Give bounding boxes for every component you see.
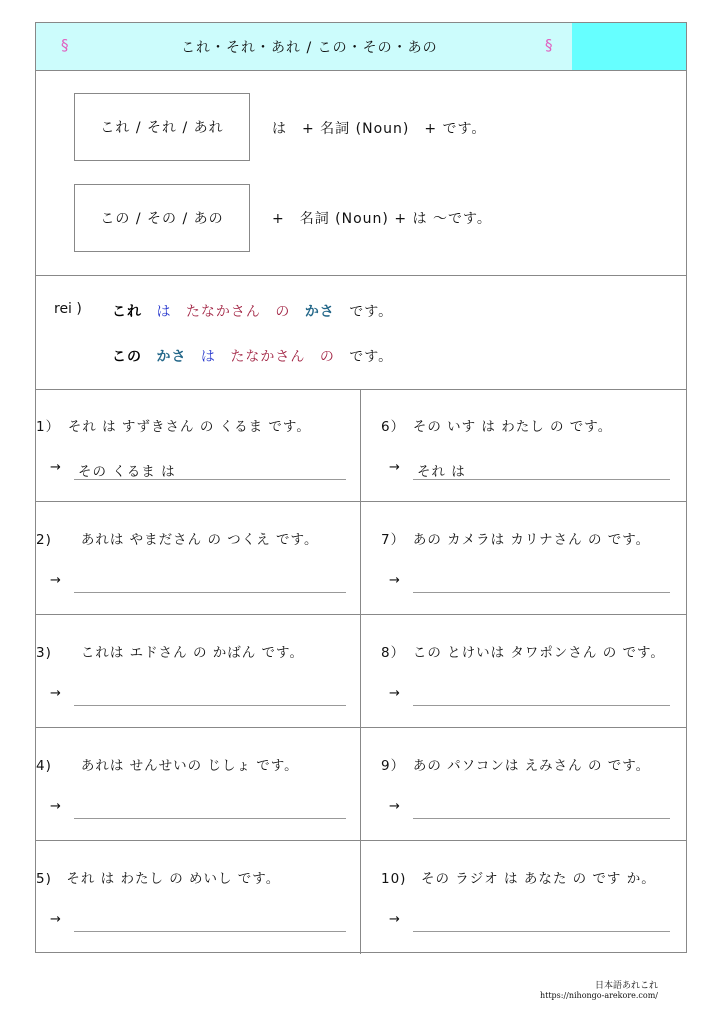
answer-line[interactable] bbox=[413, 818, 670, 819]
page-title: これ・それ・あれ / この・その・あの bbox=[181, 40, 438, 56]
exercise-cell bbox=[36, 841, 361, 954]
arrow-icon: → bbox=[50, 912, 61, 927]
header-bar bbox=[36, 23, 686, 71]
arrow-icon: → bbox=[389, 912, 400, 927]
exercise-question: 2) あれは やまださん の つくえ です。 bbox=[36, 532, 319, 548]
exercise-cell bbox=[36, 502, 361, 615]
example-word: かさ bbox=[156, 349, 187, 365]
answer-line[interactable] bbox=[74, 592, 346, 593]
example-word: これ bbox=[112, 304, 142, 320]
answer-line[interactable] bbox=[413, 931, 670, 932]
arrow-icon: → bbox=[389, 686, 400, 701]
exercise-cell bbox=[36, 615, 361, 728]
example-word: の bbox=[275, 304, 291, 320]
example-word: この bbox=[112, 349, 142, 365]
example-word: たなかさん bbox=[185, 304, 261, 320]
answer-line[interactable] bbox=[413, 592, 670, 593]
arrow-icon: → bbox=[389, 799, 400, 814]
exercise-cell bbox=[36, 728, 361, 841]
answer-line[interactable] bbox=[74, 479, 346, 480]
section-mark-right: § bbox=[545, 36, 553, 54]
exercise-cell bbox=[361, 389, 686, 502]
example-label: rei ) bbox=[54, 301, 82, 317]
example-word: です。 bbox=[349, 304, 394, 320]
formula-box-kore: これ / それ / あれ bbox=[74, 93, 250, 161]
exercise-question: 5) それ は わたし の めいし です。 bbox=[36, 871, 281, 887]
worksheet bbox=[35, 22, 687, 953]
footer-url[interactable]: https://nihongo-arekore.com/ bbox=[539, 991, 658, 1000]
exercise-cell bbox=[361, 502, 686, 615]
exercise-question: 7） あの カメラは カリナさん の です。 bbox=[381, 532, 651, 548]
arrow-icon: → bbox=[389, 460, 400, 475]
footer bbox=[540, 978, 658, 1000]
exercise-cell bbox=[36, 389, 361, 502]
grammar-formula bbox=[36, 70, 686, 276]
exercise-cell bbox=[361, 841, 686, 954]
answer-line[interactable] bbox=[74, 705, 346, 706]
arrow-icon: → bbox=[50, 799, 61, 814]
exercise-question: 4) あれは せんせいの じしょ です。 bbox=[36, 758, 299, 774]
answer-text: それ は bbox=[417, 464, 466, 480]
answer-line[interactable] bbox=[74, 931, 346, 932]
footer-brand: 日本語あれこれ bbox=[594, 981, 658, 991]
formula-text-kore: は + 名詞 (Noun) + です。 bbox=[272, 121, 487, 137]
exercise-question: 1） それ は すずきさん の くるま です。 bbox=[36, 419, 311, 435]
section-mark-left: § bbox=[61, 36, 69, 54]
formula-box-kono: この / その / あの bbox=[74, 184, 250, 252]
arrow-icon: → bbox=[389, 573, 400, 588]
example-word: かさ bbox=[304, 304, 335, 320]
exercise-question: 3) これは エドさん の かばん です。 bbox=[36, 645, 304, 661]
answer-line[interactable] bbox=[413, 705, 670, 706]
exercise-question: 8） この とけいは タワポンさん の です。 bbox=[381, 645, 665, 661]
exercise-cell bbox=[361, 728, 686, 841]
exercise-question: 6） その いす は わたし の です。 bbox=[381, 419, 613, 435]
exercise-cell bbox=[361, 615, 686, 728]
answer-line[interactable] bbox=[74, 818, 346, 819]
arrow-icon: → bbox=[50, 573, 61, 588]
example-line-1 bbox=[112, 301, 402, 321]
example-word: の bbox=[319, 349, 335, 365]
exercise-question: 10) その ラジオ は あなた の です か。 bbox=[381, 871, 656, 887]
exercise-question: 9） あの パソコンは えみさん の です。 bbox=[381, 758, 651, 774]
answer-line[interactable] bbox=[413, 479, 670, 480]
exercise-grid bbox=[36, 389, 686, 953]
answer-text: その くるま は bbox=[78, 464, 176, 480]
example-word: は bbox=[200, 349, 216, 365]
example-line-2 bbox=[112, 346, 402, 366]
arrow-icon: → bbox=[50, 686, 61, 701]
example-section bbox=[36, 275, 686, 390]
arrow-icon: → bbox=[50, 460, 61, 475]
header-tab bbox=[572, 23, 686, 70]
formula-text-kono: + 名詞 (Noun) + は ～です。 bbox=[272, 211, 492, 227]
example-word: たなかさん bbox=[230, 349, 306, 365]
example-word: は bbox=[156, 304, 172, 320]
example-word: です。 bbox=[349, 349, 394, 365]
